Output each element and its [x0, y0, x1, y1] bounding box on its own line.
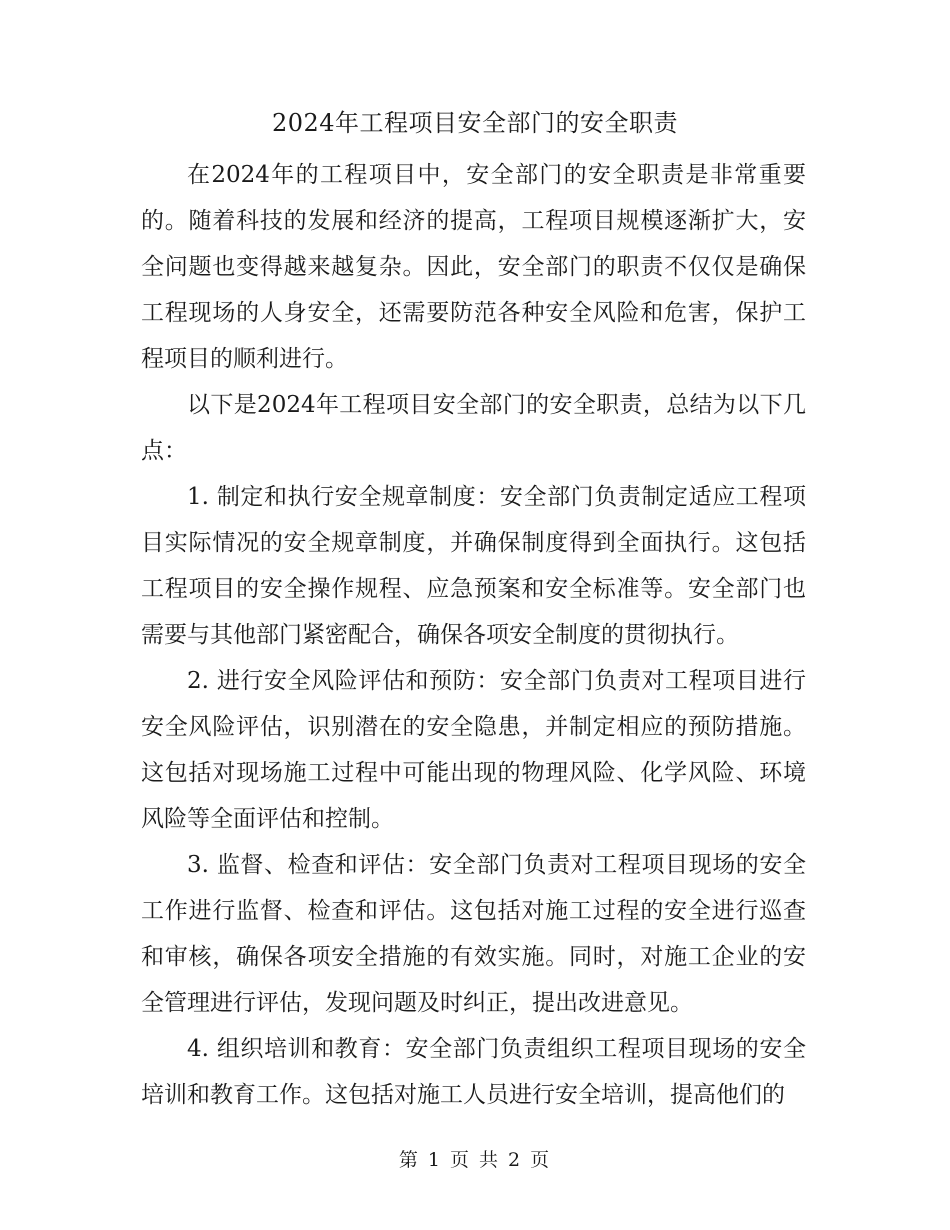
document-body [141, 152, 806, 1118]
paragraph-intro: 在2024年的工程项目中，安全部门的安全职责是非常重要的。随着科技的发展和经济的提高，工程项目规模逐渐扩大，安全问题也变得越来越复杂。因此，安全部门的职责不仅仅是确保工程现场的人身安全，还需要防范各种安全风险和危害，保护工程项目的顺利进行。 [141, 162, 806, 372]
paragraph-item-4: 4. 组织培训和教育：安全部门负责组织工程项目现场的安全培训和教育工作。这包括对施工人员进行安全培训，提高他们的 [141, 1036, 806, 1108]
paragraph-item-2: 2. 进行安全风险评估和预防：安全部门负责对工程项目进行安全风险评估，识别潜在的安全隐患，并制定相应的预防措施。这包括对现场施工过程中可能出现的物理风险、化学风险、环境风险等全面评估和控制。 [141, 668, 806, 832]
paragraph-item-3: 3. 监督、检查和评估：安全部门负责对工程项目现场的安全工作进行监督、检查和评估。这包括对施工过程的安全进行巡查和审核，确保各项安全措施的有效实施。同时，对施工企业的安全管理进行评估，发现问题及时纠正，提出改进意见。 [141, 852, 806, 1016]
document-title: 2024年工程项目安全部门的安全职责 [271, 109, 679, 137]
page-number-footer: 第 1 页 共 2 页 [398, 1149, 552, 1171]
paragraph-item-1: 1. 制定和执行安全规章制度：安全部门负责制定适应工程项目实际情况的安全规章制度，并确保制度得到全面执行。这包括工程项目的安全操作规程、应急预案和安全标准等。安全部门也需要与其他部门紧密配合，确保各项安全制度的贯彻执行。 [141, 484, 806, 648]
paragraph-summary-lead: 以下是2024年工程项目安全部门的安全职责，总结为以下几点： [141, 392, 806, 464]
